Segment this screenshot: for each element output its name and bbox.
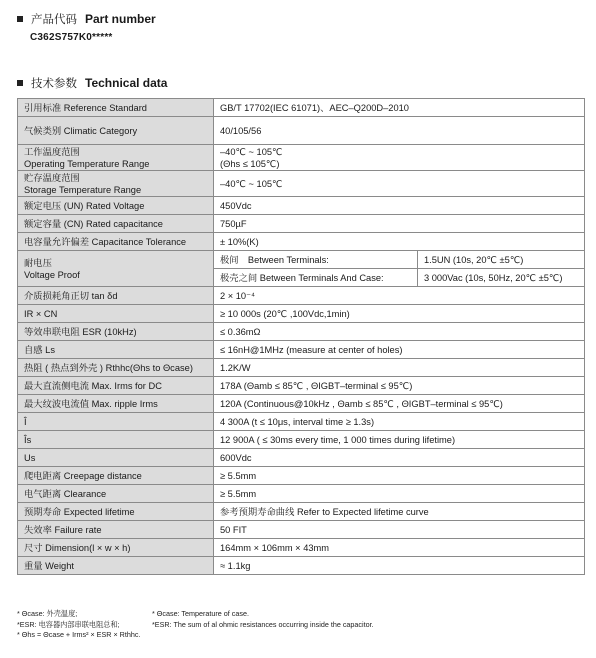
table-row [18,521,585,539]
value-cell: ≈ 1.1kg [214,557,585,575]
table-row [18,287,585,305]
part-number-heading [17,11,156,27]
notes-right [152,609,374,630]
param-cell: 热阻 ( 热点到外壳 ) Rthhc(Θhs to Θcase) [18,359,214,377]
table-row [18,99,585,117]
value-cell: ≥ 5.5mm [214,485,585,503]
part-number-heading-en: Part number [85,12,156,26]
part-code: C362S757K0***** [30,32,113,43]
param-cell: 额定容量 (CN) Rated capacitance [18,215,214,233]
value-cell: –40℃ ~ 105℃ (Θhs ≤ 105℃) [214,145,585,171]
table-row [18,197,585,215]
note-line: * Θcase: Temperature of case. [152,609,249,618]
value-cell: 40/105/56 [214,117,585,145]
table-row [18,485,585,503]
note-line: *ESR: 电容器内部串联电阻总和; [17,619,120,629]
value-cell: 2 × 10⁻⁴ [214,287,585,305]
value-cell: 600Vdc [214,449,585,467]
table-row [18,215,585,233]
param-cell: 重量 Weight [18,557,214,575]
table-row [18,145,585,171]
notes-left [17,609,140,641]
value-cell: 50 FIT [214,521,585,539]
note-line: * Θhs = Θcase + Irms² × ESR × Rthhc. [17,630,141,639]
voltage-proof-label: 极间 Between Terminals: [214,251,418,269]
table-row [18,431,585,449]
param-cell: 最大直流侧电流 Max. Irms for DC [18,377,214,395]
voltage-proof-value: 3 000Vac (10s, 50Hz, 20℃ ±5℃) [418,269,585,287]
param-cell: IR × CN [18,305,214,323]
param-cell: 耐电压 Voltage Proof [18,251,214,287]
param-cell: 气候类别 Climatic Category [18,117,214,145]
technical-data-heading-en: Technical data [85,76,168,90]
value-cell: 4 300A (t ≤ 10μs, interval time ≥ 1.3s) [214,413,585,431]
param-cell: 电容量允许偏差 Capacitance Tolerance [18,233,214,251]
bullet-square-icon [17,16,23,22]
value-cell: ± 10%(K) [214,233,585,251]
value-cell: 参考预期寿命曲线 Refer to Expected lifetime curve [214,503,585,521]
technical-data-heading [17,75,167,91]
table-row [18,449,585,467]
value-cell: ≤ 16nH@1MHz (measure at center of holes) [214,341,585,359]
note-line: *ESR: The sum of al ohmic resistances occurring inside the capacitor. [152,619,374,629]
voltage-proof-label: 极壳之间 Between Terminals And Case: [214,269,418,287]
value-cell: 164mm × 106mm × 43mm [214,539,585,557]
table-row [18,557,585,575]
value-cell: 450Vdc [214,197,585,215]
technical-data-heading-cn: 技术参数 [31,76,77,90]
param-cell: 工作温度范围 Operating Temperature Range [18,145,214,171]
param-cell: 失效率 Failure rate [18,521,214,539]
param-cell: 贮存温度范围 Storage Temperature Range [18,171,214,197]
part-number-heading-cn: 产品代码 [31,12,77,26]
param-cell: 自感 Ls [18,341,214,359]
bullet-square-icon [17,80,23,86]
table-row [18,305,585,323]
value-cell: 178A (Θamb ≤ 85℃ , ΘIGBT–terminal ≤ 95℃) [214,377,585,395]
table-row [18,539,585,557]
table-row [18,323,585,341]
value-cell: ≥ 5.5mm [214,467,585,485]
param-cell: 额定电压 (UN) Rated Voltage [18,197,214,215]
value-cell: ≤ 0.36mΩ [214,323,585,341]
value-cell: 1.2K/W [214,359,585,377]
param-cell: 引用标准 Reference Standard [18,99,214,117]
voltage-proof-value: 1.5UN (10s, 20℃ ±5℃) [418,251,585,269]
table-row [18,359,585,377]
value-cell: 120A (Continuous@10kHz , Θamb ≤ 85℃ , ΘIGBT–terminal ≤ 95℃) [214,395,585,413]
value-cell: GB/T 17702(IEC 61071)、AEC–Q200D–2010 [214,99,585,117]
value-cell: 750µF [214,215,585,233]
param-cell: 预期寿命 Expected lifetime [18,503,214,521]
table-row [18,467,585,485]
table-row [18,233,585,251]
note-line: * Θcase: 外壳温度; [17,609,78,618]
param-cell: 爬电距离 Creepage distance [18,467,214,485]
technical-data-table [17,98,585,575]
table-row [18,377,585,395]
table-row [18,395,585,413]
param-cell: Î [18,413,214,431]
param-cell: 等效串联电阻 ESR (10kHz) [18,323,214,341]
param-cell: 尺寸 Dimension(l × w × h) [18,539,214,557]
table-row [18,341,585,359]
param-cell: Us [18,449,214,467]
param-cell: 最大纹波电流值 Max. ripple Irms [18,395,214,413]
table-row [18,171,585,197]
param-cell: Îs [18,431,214,449]
param-cell: 电气距离 Clearance [18,485,214,503]
table-row [18,503,585,521]
table-row [18,251,585,269]
value-cell: 12 900A ( ≤ 30ms every time, 1 000 times during lifetime) [214,431,585,449]
param-cell: 介质损耗角正切 tan δd [18,287,214,305]
value-cell: ≥ 10 000s (20℃ ,100Vdc,1min) [214,305,585,323]
table-row [18,413,585,431]
value-cell: –40℃ ~ 105℃ [214,171,585,197]
table-row [18,117,585,145]
